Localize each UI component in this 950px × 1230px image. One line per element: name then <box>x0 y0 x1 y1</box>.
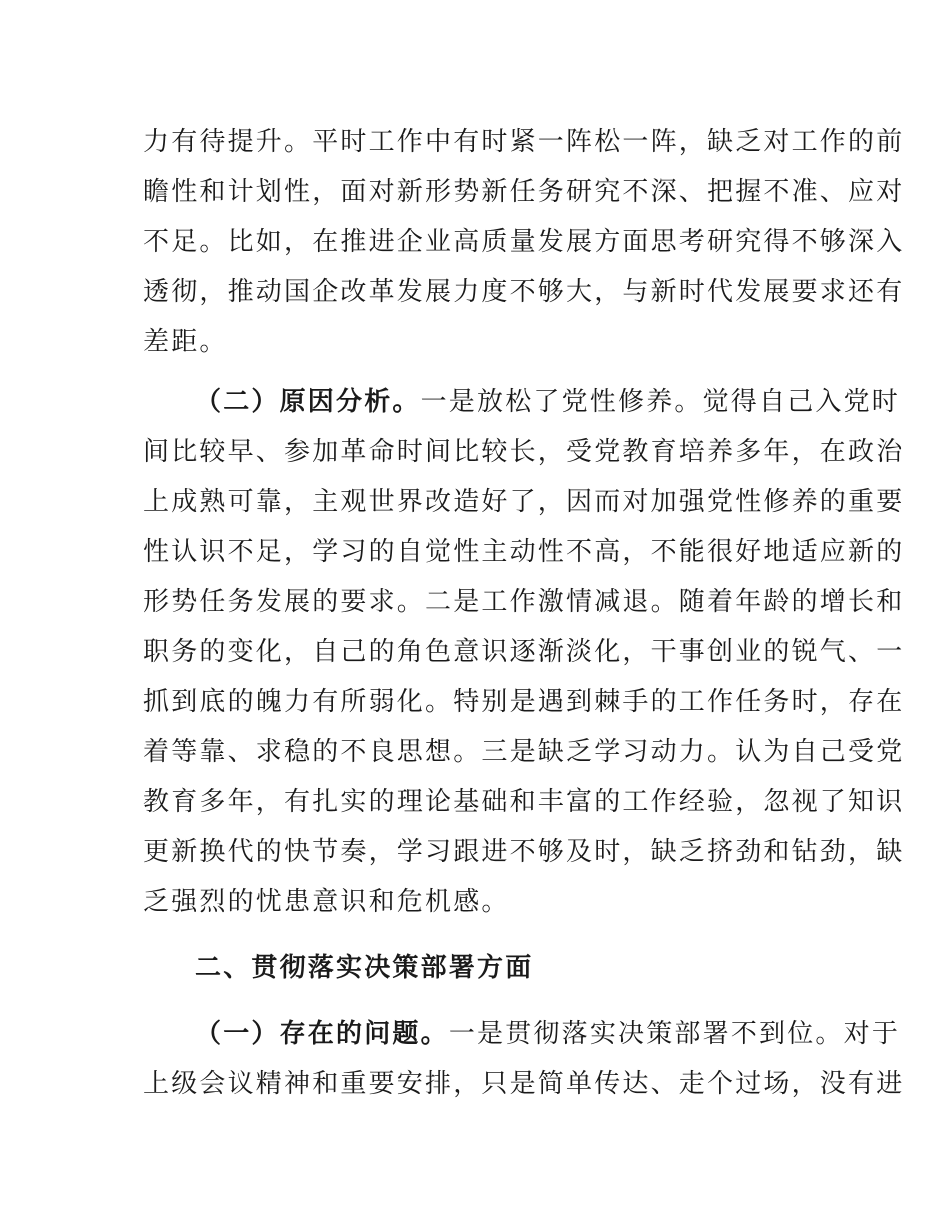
body-text-line: 性认识不足，学习的自觉性主动性不高，不能很好地适应新的 <box>143 537 905 567</box>
body-text-line: 上级会议精神和重要安排，只是简单传达、走个过场，没有进 <box>143 1069 905 1099</box>
body-text-line: 职务的变化，自己的角色意识逐渐淡化，干事创业的锐气、一 <box>143 637 905 667</box>
body-text-line: 上成熟可靠，主观世界改造好了，因而对加强党性修养的重要 <box>143 487 905 517</box>
paragraph-heading: （一）存在的问题。 <box>195 1019 449 1049</box>
body-text-line: 力有待提升。平时工作中有时紧一阵松一阵，缺乏对工作的前 <box>143 127 905 157</box>
body-text-line: 透彻，推动国企改革发展力度不够大，与新时代发展要求还有 <box>143 277 905 307</box>
body-text-line: 抓到底的魄力有所弱化。特别是遇到棘手的工作任务时，存在 <box>143 687 905 717</box>
body-text: 一是放松了党性修养。觉得自己入党时 <box>420 387 901 417</box>
body-text-line: 更新换代的快节奏，学习跟进不够及时，缺乏挤劲和钻劲，缺 <box>143 837 905 867</box>
paragraph-first-line <box>195 1016 901 1052</box>
body-text-line: 差距。 <box>143 327 228 357</box>
body-text-line: 着等靠、求稳的不良思想。三是缺乏学习动力。认为自己受党 <box>143 737 905 767</box>
body-text-line: 不足。比如，在推进企业高质量发展方面思考研究得不够深入 <box>143 227 905 257</box>
body-text-line: 间比较早、参加革命时间比较长，受党教育培养多年，在政治 <box>143 437 905 467</box>
body-text-line: 瞻性和计划性，面对新形势新任务研究不深、把握不准、应对 <box>143 177 905 207</box>
body-text-line: 乏强烈的忧患意识和危机感。 <box>143 887 510 917</box>
body-text-line: 形势任务发展的要求。二是工作激情减退。随着年龄的增长和 <box>143 587 905 617</box>
paragraph-first-line <box>195 384 901 420</box>
paragraph-heading: （二）原因分析。 <box>195 387 421 417</box>
body-text-line: 教育多年，有扎实的理论基础和丰富的工作经验，忽视了知识 <box>143 787 905 817</box>
body-text: 一是贯彻落实决策部署不到位。对于 <box>448 1019 901 1049</box>
section-heading: 二、贯彻落实决策部署方面 <box>195 953 534 983</box>
